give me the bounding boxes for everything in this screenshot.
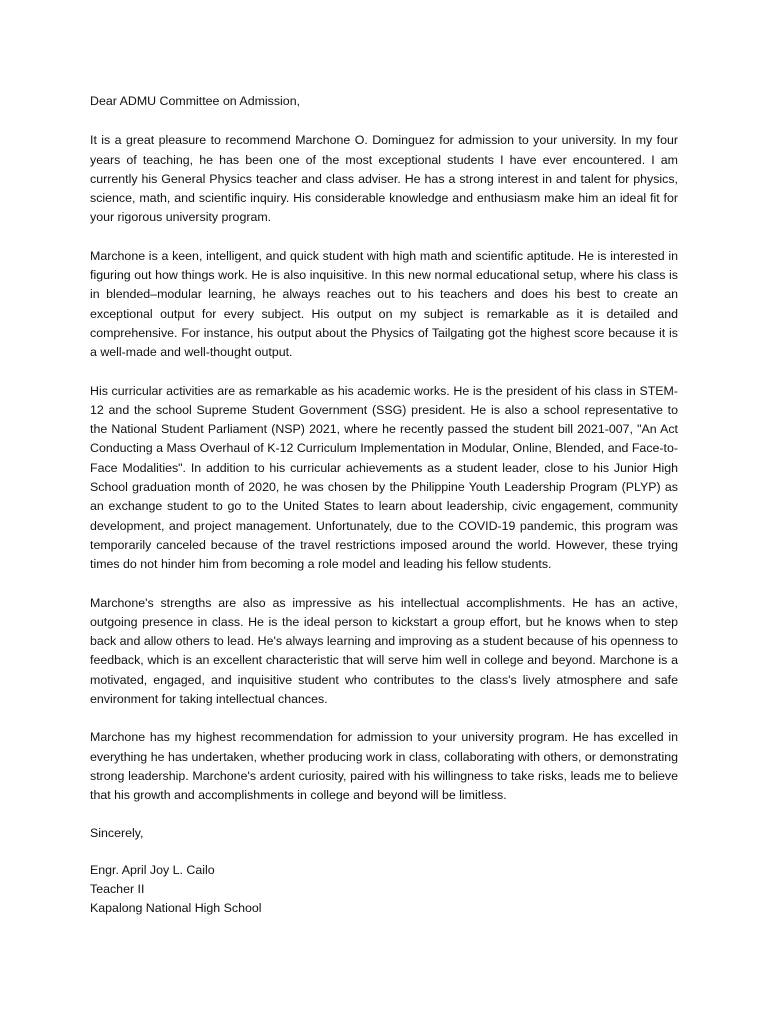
- signature-block: [90, 861, 678, 919]
- signature-title: Teacher II: [90, 882, 145, 897]
- letter-paragraph-5: Marchone has my highest recommendation for admission to your university program. He has excelled in everything he has undertaken, whether producing work in class, collaborating with others, or demonstrating strong leadership. Marchone's ardent curiosity, paired with his willingness to take risks, leads me to believe that his growth and accomplishments in college and beyond will be limitless.: [90, 730, 678, 803]
- signature-name: Engr. April Joy L. Cailo: [90, 862, 215, 877]
- letter-salutation: Dear ADMU Committee on Admission,: [90, 94, 301, 108]
- letter-paragraph-4: Marchone's strengths are also as impressive as his intellectual accomplishments. He has an active, outgoing presence in class. He is the ideal person to kickstart a group effort, but he knows when to step back and allow others to lead. He's always learning and improving as a student because of his openness to feedback, which is an excellent characteristic that will serve him well in college and beyond. Marchone is a motivated, engaged, and inquisitive student who contributes to the class's lively atmosphere and safe environment for taking intellectual chances.: [90, 595, 678, 707]
- letter-paragraph-3: His curricular activities are as remarkable as his academic works. He is the president of his class in STEM-12 and the school Supreme Student Government (SSG) president. He is also a school representative to the National Student Parliament (NSP) 2021, where he recently passed the student bill 2021-007, "An Act Conducting a Mass Overhaul of K-12 Curriculum Implementation in Modular, Online, Blended, and Face-to-Face Modalities". In addition to his curricular achievements as a student leader, close to his Junior High School graduation month of 2020, he was chosen by the Philippine Youth Leadership Program (PLYP) as an exchange student to go to the United States to learn about leadership, civic engagement, community development, and project management. Unfortunately, due to the COVID-19 pandemic, this program was temporarily canceled because of the travel restrictions imposed around the world. However, these trying times do not hinder him from becoming a role model and leading his fellow students.: [90, 383, 678, 572]
- signature-school: Kapalong National High School: [90, 901, 262, 916]
- letter-paragraph-2: Marchone is a keen, intelligent, and quick student with high math and scientific aptitude. He is interested in figuring out how things work. He is also inquisitive. In this new normal educational setup, where his class is in blended–modular learning, he always reaches out to his teachers and does his best to create an exceptional output for every subject. His output on my subject is remarkable as it is detailed and comprehensive. For instance, his output about the Physics of Tailgating got the highest score because it is a well-made and well-thought output.: [90, 248, 678, 360]
- letter-closing: Sincerely,: [90, 825, 144, 840]
- letter-page: [90, 92, 678, 919]
- letter-paragraph-1: It is a great pleasure to recommend Marchone O. Dominguez for admission to your university. In my four years of teaching, he has been one of the most exceptional students I have ever encountered. I am currently his General Physics teacher and class adviser. He has a strong interest in and talent for physics, science, math, and scientific inquiry. His considerable knowledge and enthusiasm make him an ideal fit for your rigorous university program.: [90, 133, 678, 225]
